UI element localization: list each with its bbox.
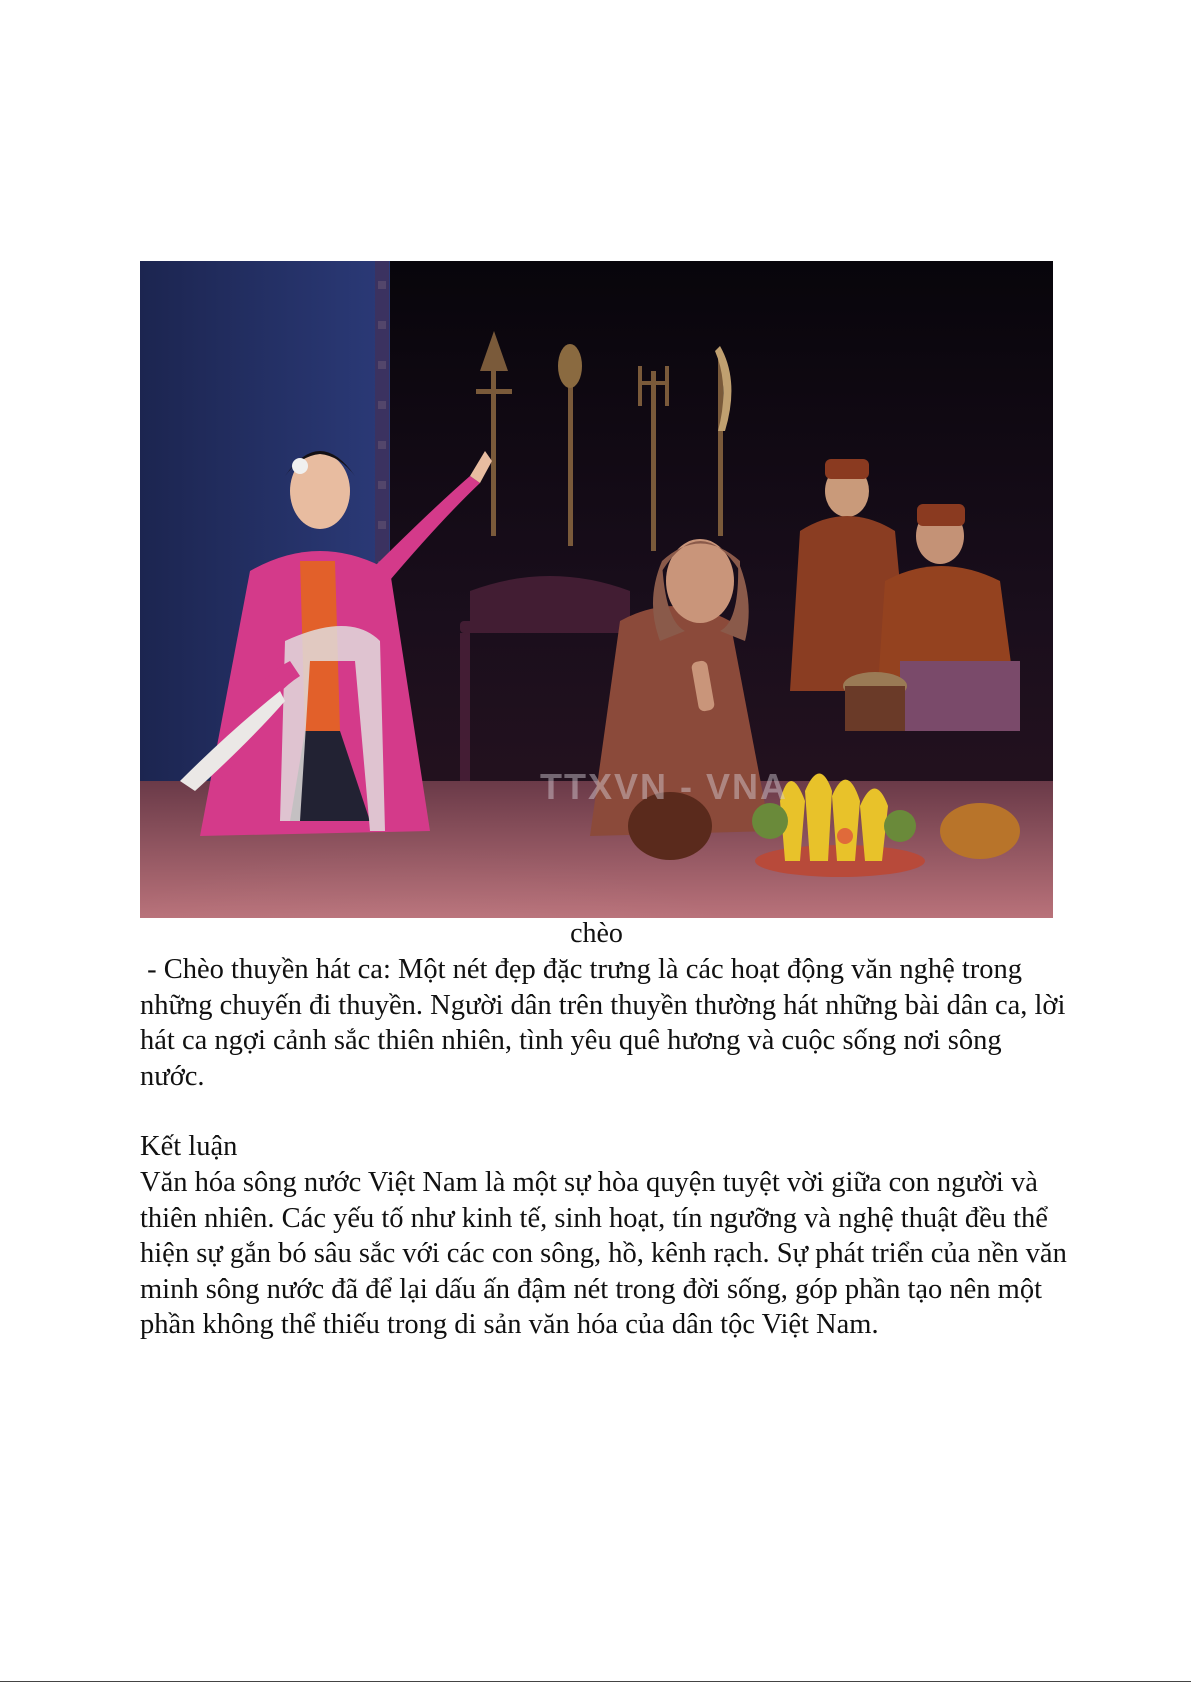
conclusion-heading: Kết luận <box>140 1131 238 1162</box>
photo-caption: chèo <box>570 918 623 949</box>
watermark <box>540 766 788 807</box>
svg-text:TTXVN - VNA: TTXVN - VNA <box>540 766 789 807</box>
conclusion-paragraph: Văn hóa sông nước Việt Nam là một sự hòa quyện tuyệt vời giữa con người và thiên nhiên. Các yếu tố như kinh tế, sinh hoạt, tín ngưỡng và nghệ thuật đều thể hiện sự gắn bó sâu sắc với các con sông, hồ, kênh rạch. Sự phát triển của nền văn minh sông nước đã để lại dấu ấn đậm nét trong đời sống, góp phần tạo nên một phần không thể thiếu trong di sản văn hóa của dân tộc Việt Nam. <box>140 1167 1067 1340</box>
cheo-performance-photo <box>140 261 1053 918</box>
page-bottom-rule <box>0 1681 1191 1682</box>
stage-scene-illustration <box>140 261 1053 918</box>
paragraph-cheo-thuyen: - Chèo thuyền hát ca: Một nét đẹp đặc trưng là các hoạt động văn nghệ trong những chuyến đi thuyền. Người dân trên thuyền thường hát những bài dân ca, lời hát ca ngợi cảnh sắc thiên nhiên, tình yêu quê hương và cuộc sống nơi sông nước. <box>140 954 1073 1092</box>
